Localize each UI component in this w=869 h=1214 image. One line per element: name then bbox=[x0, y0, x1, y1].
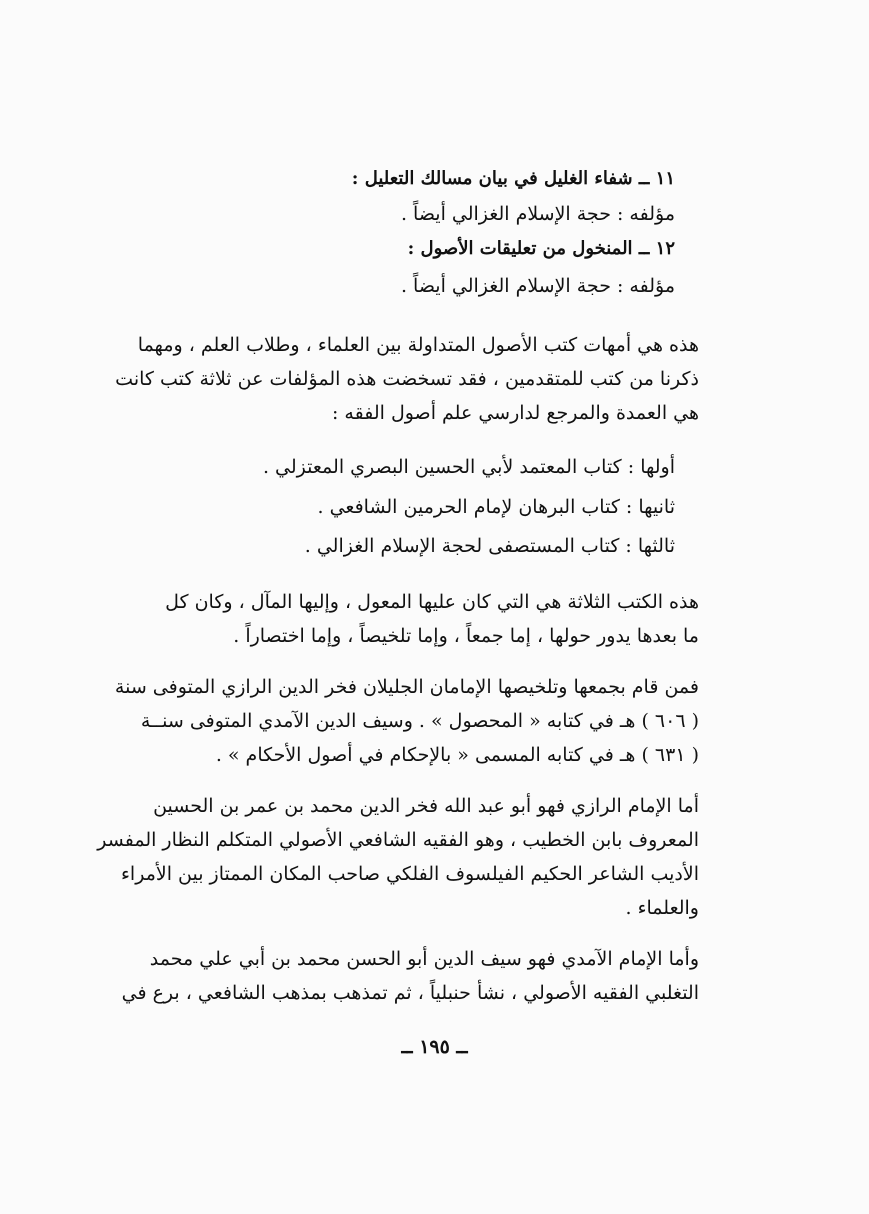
book-heading-12: ١٢ ــ المنخول من تعليقات الأصول : bbox=[407, 238, 675, 259]
paragraph-1-line-3: هي العمدة والمرجع لدارسي علم أصول الفقه : bbox=[331, 402, 699, 424]
paragraph-1-line-2: ذكرنا من كتب للمتقدمين ، فقد تسخضت هذه المؤلفات عن ثلاثة كتب كانت bbox=[115, 368, 699, 390]
book-author-11: مؤلفه : حجة الإسلام الغزالي أيضاً . bbox=[400, 203, 675, 225]
paragraph-4-line-1: أما الإمام الرازي فهو أبو عبد الله فخر الدين محمد بن عمر بن الحسين bbox=[153, 795, 699, 817]
page-number: ــ ١٩٥ ــ bbox=[401, 1036, 468, 1058]
book-author-12: مؤلفه : حجة الإسلام الغزالي أيضاً . bbox=[400, 275, 675, 297]
paragraph-2-line-2: ما بعدها يدور حولها ، إما جمعاً ، وإما تلخيصاً ، وإما اختصاراً . bbox=[233, 625, 699, 647]
paragraph-4-line-3: الأديب الشاعر الحكيم الفيلسوف الفلكي صاحب المكان الممتاز بين الأمراء bbox=[121, 863, 699, 885]
paragraph-3-line-2: ( ٦٠٦ ) هـ في كتابه « المحصول » . وسيف الدين الآمدي المتوفى سنــة bbox=[140, 710, 699, 732]
paragraph-3-line-1: فمن قام بجمعها وتلخيصها الإمامان الجليلان فخر الدين الرازي المتوفى سنة bbox=[114, 676, 699, 698]
list-item-2: ثانيها : كتاب البرهان لإمام الحرمين الشافعي . bbox=[317, 496, 675, 518]
list-item-3: ثالثها : كتاب المستصفى لحجة الإسلام الغزالي . bbox=[304, 535, 675, 557]
paragraph-5-line-1: وأما الإمام الآمدي فهو سيف الدين أبو الحسن محمد بن أبي علي محمد bbox=[149, 948, 699, 970]
list-item-1: أولها : كتاب المعتمد لأبي الحسين البصري المعتزلي . bbox=[262, 456, 675, 478]
paragraph-4-line-2: المعروف بابن الخطيب ، وهو الفقيه الشافعي الأصولي المتكلم النظار المفسر bbox=[97, 829, 699, 851]
paragraph-3-line-3: ( ٦٣١ ) هـ في كتابه المسمى « بالإحكام في أصول الأحكام » . bbox=[215, 744, 699, 766]
paragraph-1-line-1: هذه هي أمهات كتب الأصول المتداولة بين العلماء ، وطلاب العلم ، ومهما bbox=[137, 334, 699, 356]
paragraph-5-line-2: التغلبي الفقيه الأصولي ، نشأ حنبلياً ، ثم تمذهب بمذهب الشافعي ، برع في bbox=[121, 982, 699, 1004]
book-heading-11: ١١ ــ شفاء الغليل في بيان مسالك التعليل : bbox=[351, 168, 675, 189]
paragraph-4-line-4: والعلماء . bbox=[625, 897, 699, 919]
paragraph-2-line-1: هذه الكتب الثلاثة هي التي كان عليها المعول ، وإليها المآل ، وكان كل bbox=[165, 591, 699, 613]
